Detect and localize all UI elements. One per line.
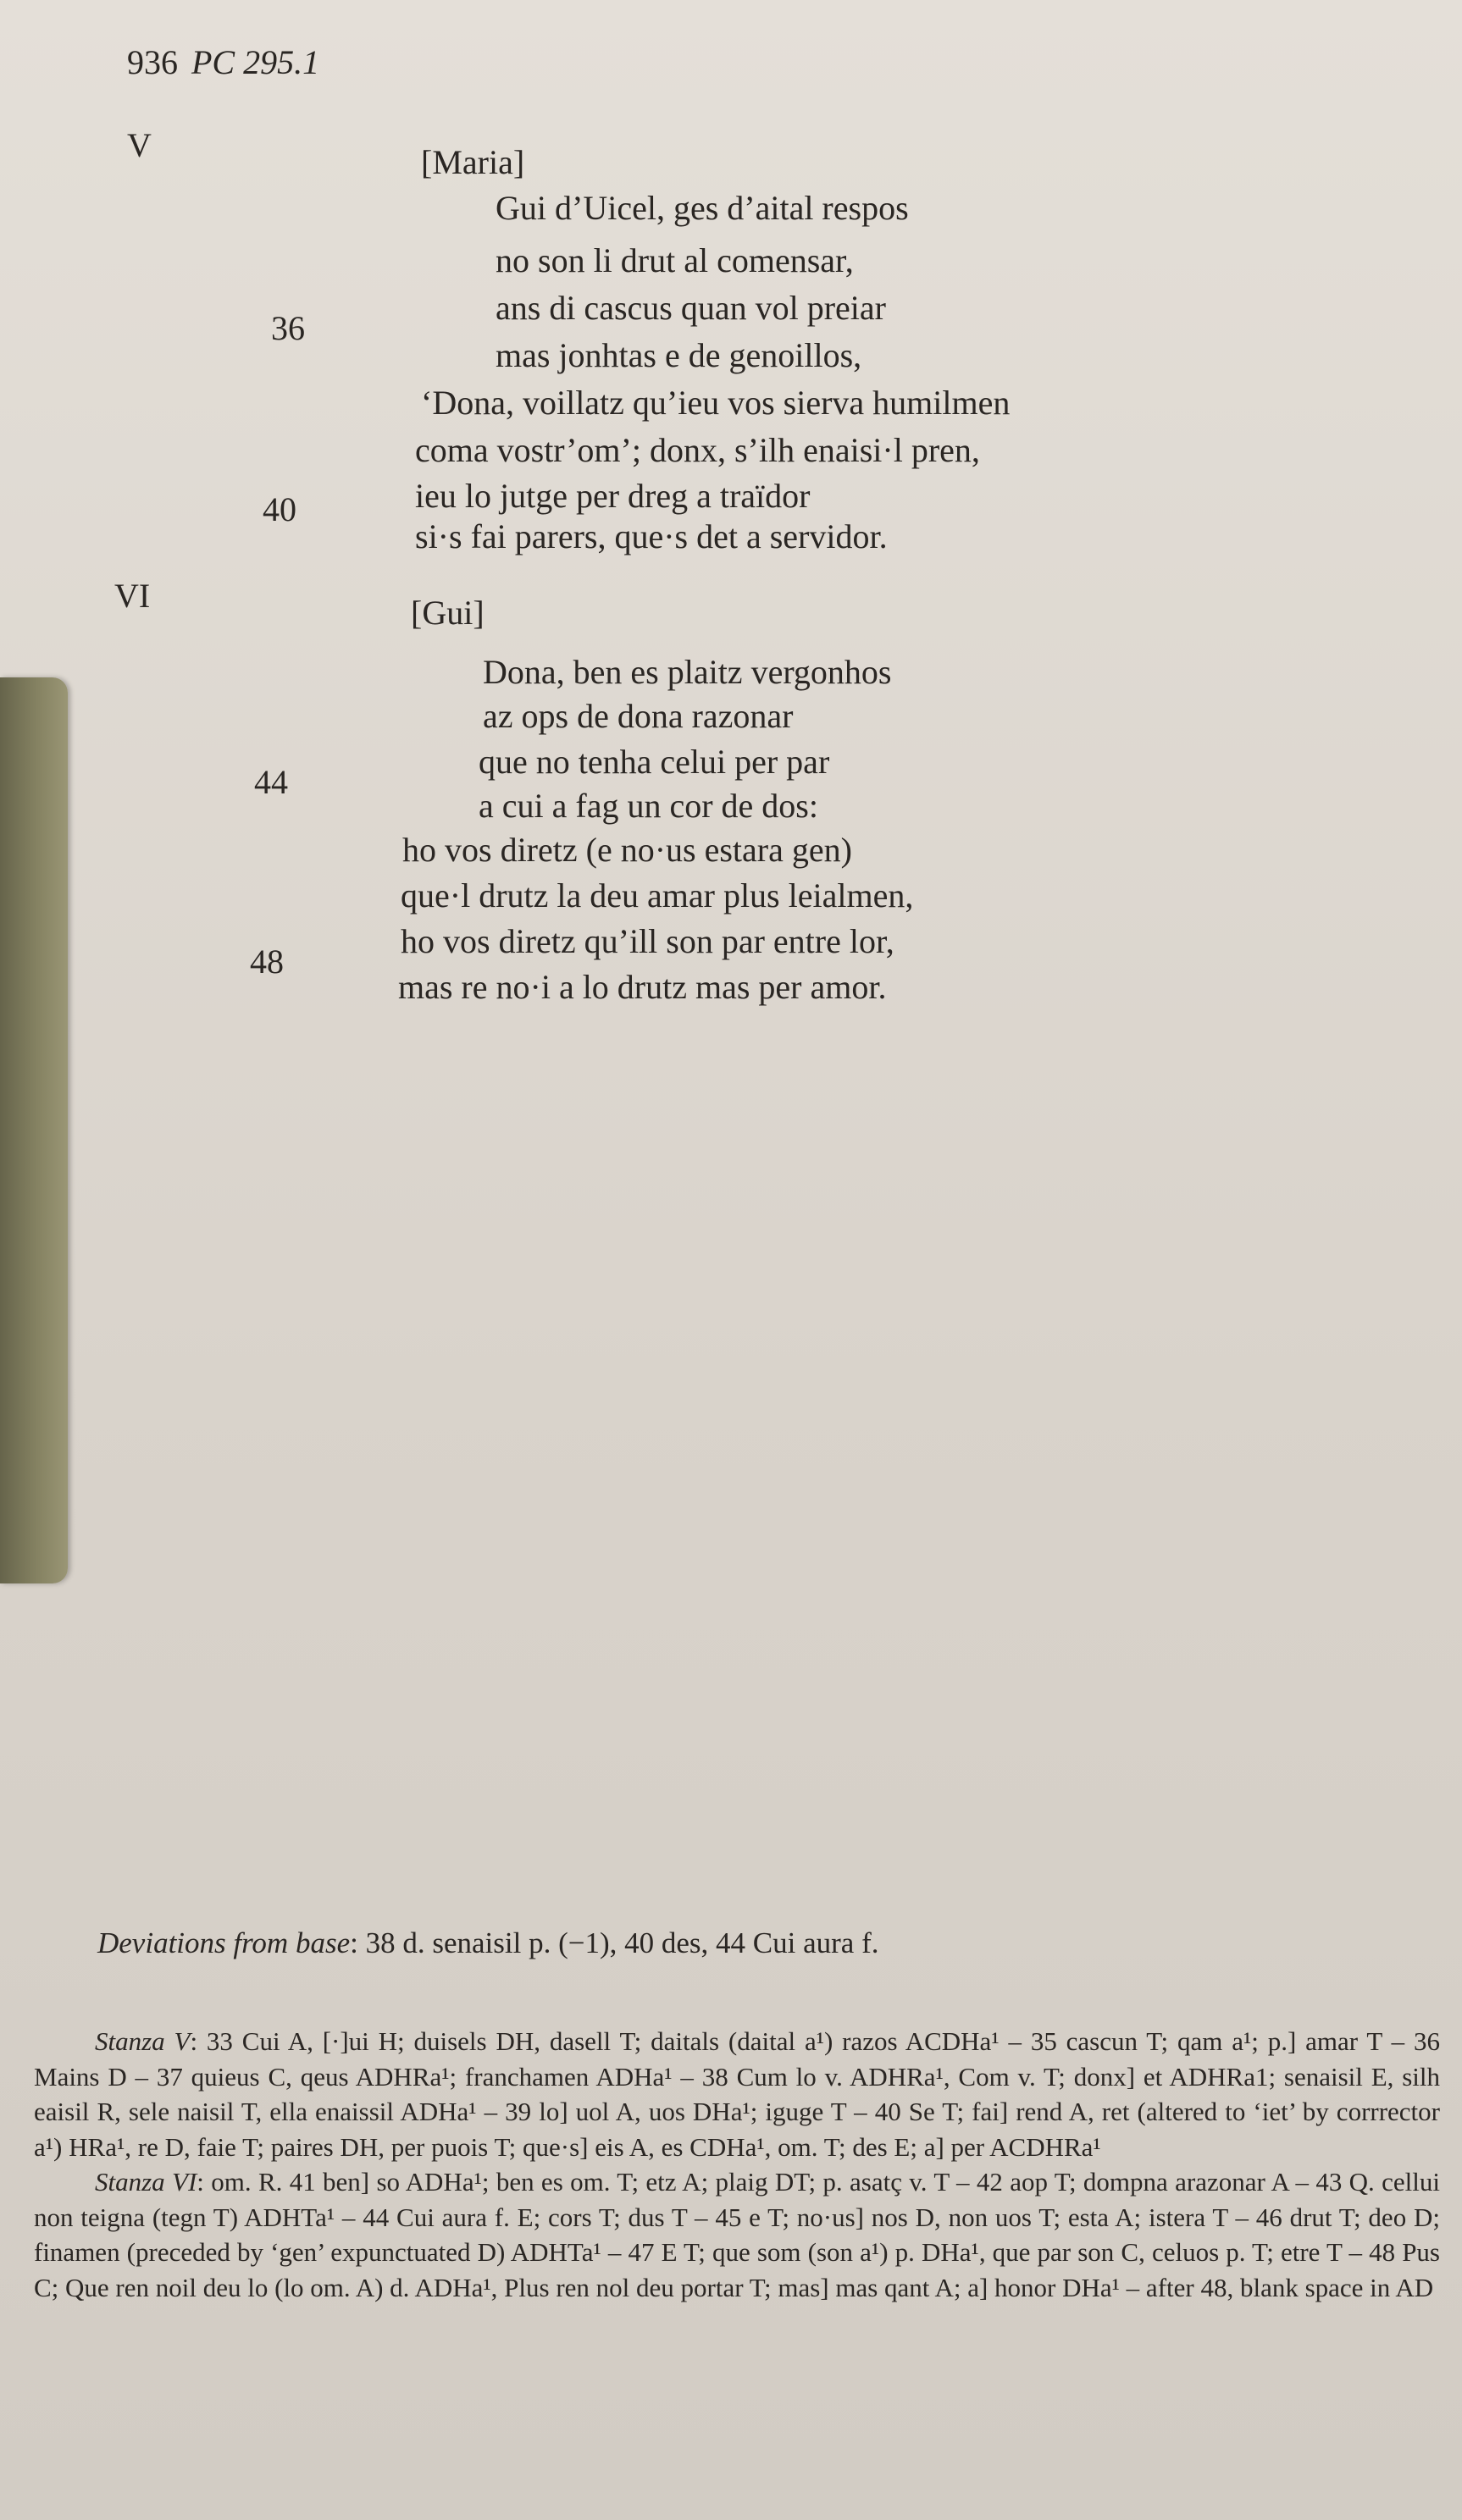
poem-id: PC 295.1 [191, 43, 320, 81]
deviations-label: Deviations from base [97, 1926, 351, 1959]
verse-line-48: mas re no·i a lo drutz mas per amor. [398, 968, 887, 1006]
critical-apparatus [34, 2024, 1440, 2305]
verse-line-36: mas jonhtas e de genoillos, [496, 336, 862, 374]
stanza-numeral-v: V [127, 126, 152, 164]
apparatus-stanza-v [34, 2024, 1440, 2164]
line-number-44: 44 [254, 763, 288, 801]
line-number-48: 48 [250, 942, 284, 981]
verse-line-39: ieu lo jutge per dreg a traïdor [415, 477, 811, 515]
stanza-numeral-vi: VI [114, 577, 151, 615]
verse-line-37: ‘Dona, voillatz qu’ieu vos sierva humilmen [421, 384, 1011, 422]
verse-line-43: que no tenha celui per par [479, 743, 830, 781]
verse-line-34: no son li drut al comensar, [496, 241, 854, 279]
page-tab-marker [0, 677, 68, 1583]
verse-line-47: ho vos diretz qu’ill son par entre lor, [401, 922, 894, 960]
verse-line-33: Gui d’Uicel, ges d’aital respos [496, 189, 909, 227]
verse-line-46: que·l drutz la deu amar plus leialmen, [401, 876, 914, 915]
page-number: 936 [127, 43, 178, 81]
verse-line-45: ho vos diretz (e no·us estara gen) [402, 831, 852, 869]
apparatus-stanza-vi [34, 2164, 1440, 2305]
verse-line-44: a cui a fag un cor de dos: [479, 787, 818, 825]
deviations-text: : 38 d. senaisil p. (−1), 40 des, 44 Cui aura f. [350, 1926, 879, 1959]
verse-line-35: ans di cascus quan vol preiar [496, 289, 886, 327]
apparatus-stanza-v-text: : 33 Cui A, [·]ui H; duisels DH, dasell T; daitals (daital a¹) razos ACDHa¹ – 35 cascun T; qam a¹; p.] amar T – 36 Mains D – 37 quieus C, qeus ADHRa¹; franchamen ADHa¹ – 38 Cum lo v. ADHRa¹, Com v. T; donx] et ADHRa1; senaisil E, silh eaisil R, sele naisil T, ella enaissil ADHa¹ – 39 lo] uol A, uos DHa¹; iguge T – 40 Se T; fai] rend A, ret (altered to ‘iet’ by corrrector a¹) HRa¹, re D, faie T; paires DH, per puois T; que·s] eis A, es CDHa¹, om. T; des E; a] per ACDHRa¹ [34, 2026, 1440, 2162]
apparatus-stanza-vi-text: : om. R. 41 ben] so ADHa¹; ben es om. T; etz A; plaig DT; p. asatç v. T – 42 aop T; dompna arazonar A – 43 Q. cellui non teigna (tegn T) ADHTa¹ – 44 Cui aura f. E; cors T; dus T – 45 e T; no·us] nos D, non uos T; esta A; istera T – 46 drut T; deo D; finamen (preceded by ‘gen’ expunctuated D) ADHTa¹ – 47 E T; que som (son a¹) p. DHa¹, que par son C, celuos p. T; etre T – 48 Pus C; Que ren noil deu lo (lo om. A) d. ADHa¹, Plus ren nol deu portar T; mas] mas qant A; a] honor DHa¹ – after 48, blank space in AD [34, 2167, 1440, 2302]
speaker-gui: [Gui] [411, 594, 485, 632]
deviations-from-base [97, 1926, 879, 1960]
line-number-40: 40 [263, 490, 296, 528]
apparatus-stanza-v-label: Stanza V [95, 2026, 191, 2056]
verse-line-38: coma vostr’om’; donx, s’ilh enaisi·l pren, [415, 431, 980, 469]
speaker-maria: [Maria] [421, 143, 525, 181]
verse-line-42: az ops de dona razonar [483, 697, 794, 735]
line-number-36: 36 [271, 309, 305, 347]
verse-line-40: si·s fai parers, que·s det a servidor. [415, 517, 888, 555]
page-header [127, 42, 319, 82]
verse-line-41: Dona, ben es plaitz vergonhos [483, 653, 892, 691]
apparatus-stanza-vi-label: Stanza VI [95, 2167, 197, 2197]
